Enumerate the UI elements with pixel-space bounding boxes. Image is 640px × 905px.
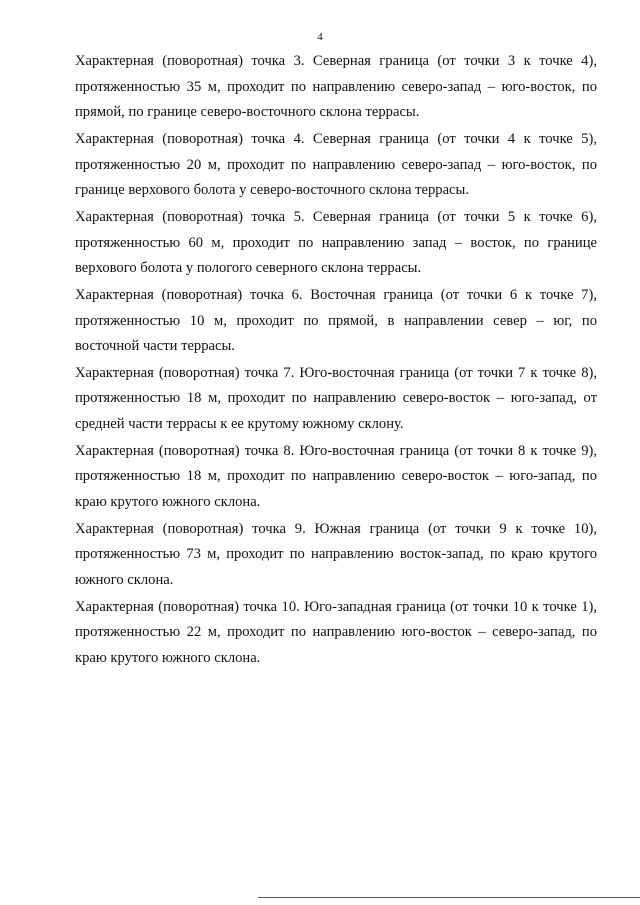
- paragraph-point-8: Характерная (поворотная) точка 8. Юго-восточная граница (от точки 8 к точке 9), протяженностью 18 м, проходит по направлению северо-восток – юго-запад, по краю крутого южного склона.: [75, 442, 597, 511]
- paragraph-point-6: Характерная (поворотная) точка 6. Восточная граница (от точки 6 к точке 7), протяженностью 10 м, проходит по прямой, в направлении север – юг, по восточной части террасы.: [75, 286, 597, 355]
- paragraph-point-9: Характерная (поворотная) точка 9. Южная граница (от точки 9 к точке 10), протяженностью 73 м, проходит по направлению восток-запад, по краю крутого южного склона.: [75, 520, 597, 588]
- paragraph-point-7: Характерная (поворотная) точка 7. Юго-восточная граница (от точки 7 к точке 8), протяженностью 18 м, проходит по направлению северо-восток – юго-запад, от средней части террасы к ее крутому южному склону.: [75, 364, 597, 433]
- document-body: [75, 49, 597, 672]
- page-number: 4: [317, 31, 323, 43]
- paragraph-point-4: Характерная (поворотная) точка 4. Северная граница (от точки 4 к точке 5), протяженностью 20 м, проходит по направлению северо-запад – юго-восток, по границе верхового болота у северо-восточного склона террасы.: [75, 130, 597, 199]
- paragraph-point-10: Характерная (поворотная) точка 10. Юго-западная граница (от точки 10 к точке 1), протяженностью 22 м, проходит по направлению юго-восток – северо-запад, по краю крутого южного склона.: [75, 598, 597, 666]
- paragraph-point-5: Характерная (поворотная) точка 5. Северная граница (от точки 5 к точке 6), протяженностью 60 м, проходит по направлению запад – восток, по границе верхового болота у пологого северного склона террасы.: [75, 208, 597, 277]
- paragraph-point-3: Характерная (поворотная) точка 3. Северная граница (от точки 3 к точке 4), протяженностью 35 м, проходит по направлению северо-запад – юго-восток, по прямой, по границе северо-восточного склона террасы.: [75, 53, 597, 121]
- bottom-divider: [258, 897, 640, 898]
